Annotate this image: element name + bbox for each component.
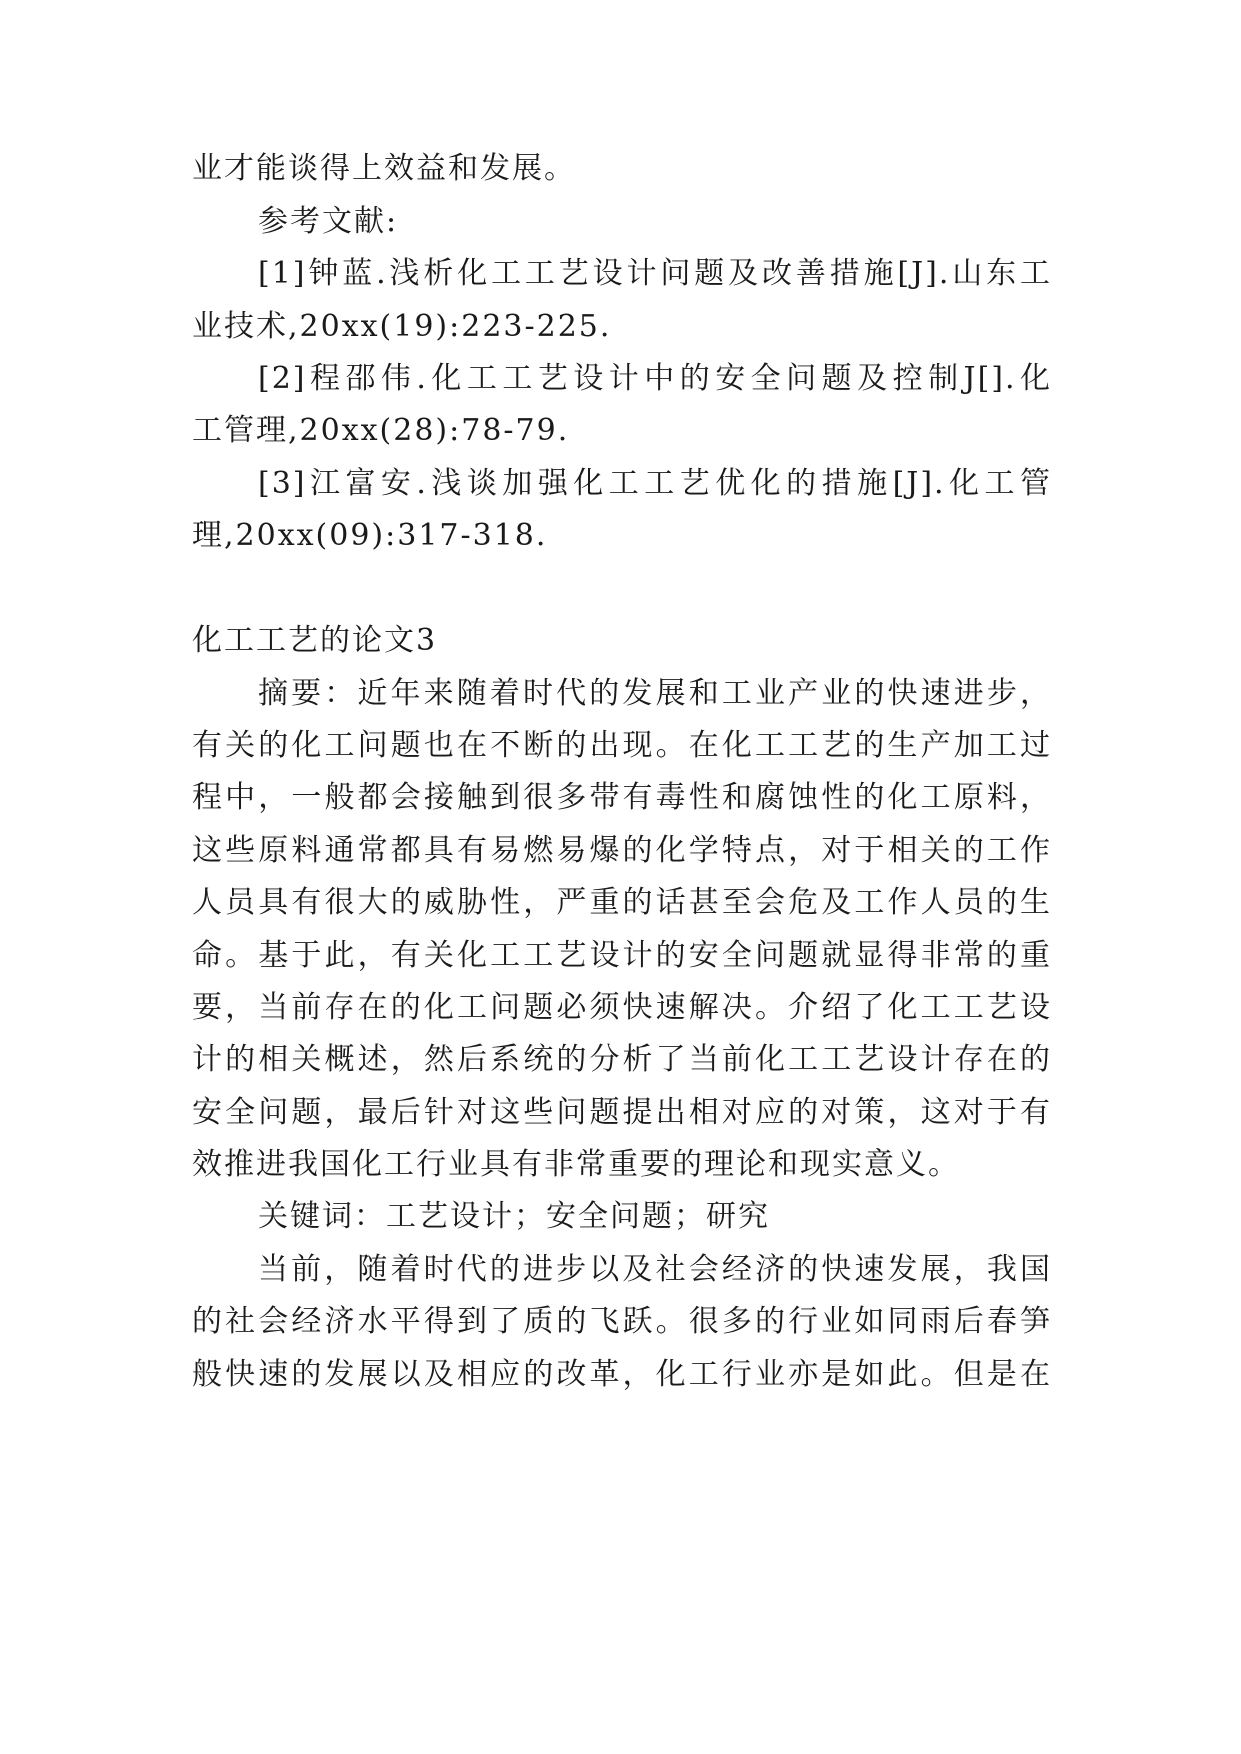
body-line-2: 的社会经济水平得到了质的飞跃。很多的行业如同雨后春笋	[192, 1304, 1052, 1339]
section-title: 化工工艺的论文3	[192, 623, 438, 658]
abstract-line-6: 命。基于此，有关化工工艺设计的安全问题就显得非常的重	[192, 938, 1052, 973]
reference-2-line-2: 工管理,20xx(28):78-79.	[192, 413, 570, 448]
abstract-line-4: 这些原料通常都具有易燃易爆的化学特点，对于相关的工作	[192, 833, 1052, 868]
abstract-line-9: 安全问题，最后针对这些问题提出相对应的对策，这对于有	[192, 1095, 1052, 1130]
abstract-line-5: 人员具有很大的威胁性，严重的话甚至会危及工作人员的生	[192, 885, 1052, 920]
abstract-line-7: 要，当前存在的化工问题必须快速解决。介绍了化工工艺设	[192, 990, 1052, 1025]
abstract-line-2: 有关的化工问题也在不断的出现。在化工工艺的生产加工过	[192, 728, 1052, 763]
reference-1-line-1: [1]钟蓝.浅析化工工艺设计问题及改善措施[J].山东工	[258, 256, 1052, 291]
reference-1-line-2: 业技术,20xx(19):223-225.	[192, 309, 612, 344]
body-line-1: 当前，随着时代的进步以及社会经济的快速发展，我国	[258, 1252, 1052, 1287]
abstract-line-1: 摘要：近年来随着时代的发展和工业产业的快速进步，	[258, 676, 1052, 711]
reference-3-line-2: 理,20xx(09):317-318.	[192, 518, 548, 553]
continuation-line: 业才能谈得上效益和发展。	[192, 151, 576, 186]
abstract-line-8: 计的相关概述，然后系统的分析了当前化工工艺设计存在的	[192, 1042, 1052, 1077]
body-line-3: 般快速的发展以及相应的改革，化工行业亦是如此。但是在	[192, 1357, 1052, 1392]
references-heading: 参考文献:	[258, 204, 399, 239]
keywords-line: 关键词：工艺设计；安全问题；研究	[258, 1199, 770, 1234]
reference-2-line-1: [2]程邵伟.化工工艺设计中的安全问题及控制J[].化	[258, 361, 1052, 396]
abstract-line-10: 效推进我国化工行业具有非常重要的理论和现实意义。	[192, 1147, 960, 1182]
reference-3-line-1: [3]江富安.浅谈加强化工工艺优化的措施[J].化工管	[258, 466, 1052, 501]
abstract-line-3: 程中，一般都会接触到很多带有毒性和腐蚀性的化工原料，	[192, 780, 1052, 815]
